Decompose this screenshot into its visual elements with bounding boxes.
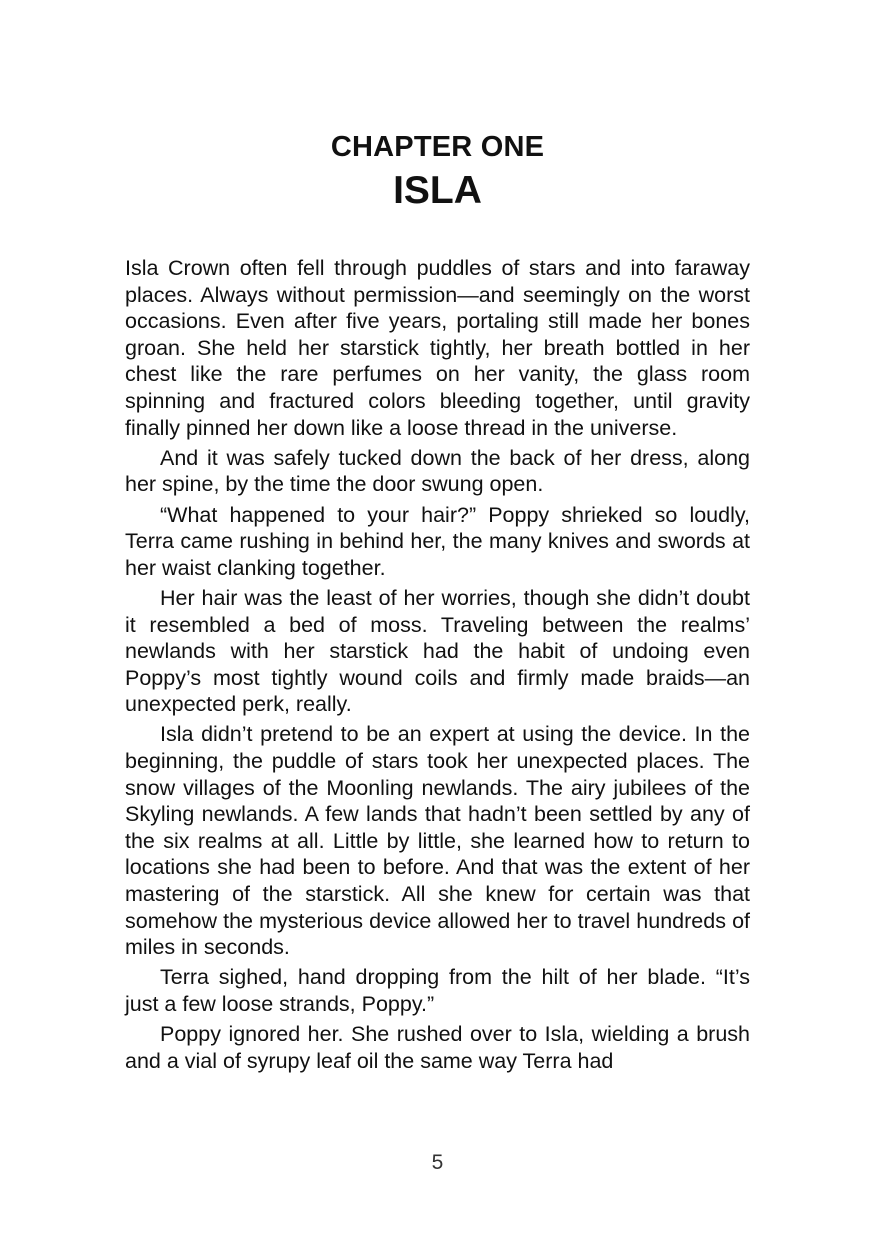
paragraph-1: Isla Crown often fell through puddles of stars and into faraway places. Always without permission—and seemingly on the worst occasions. Even after five years, portaling still made her bones groan. She held her starstick tightly, her breath bottled in her chest like the rare perfumes on her vanity, the glass room spinning and fractured colors bleeding together, until gravity finally pinned her down like a loose thread in the universe.: [125, 256, 750, 440]
chapter-label: CHAPTER ONE: [330, 131, 545, 163]
chapter-text: [125, 255, 750, 1078]
paragraph-4: Her hair was the least of her worries, though she didn’t doubt it resembled a bed of moss. Traveling between the realms’ newlands with her starstick had the habit of undoing even Poppy’s most tightly wound coils and firmly made braids—an unexpected perk, really.: [125, 585, 750, 717]
paragraph-7: Poppy ignored her. She rushed over to Isla, wielding a brush and a vial of syrupy leaf oil the same way Terra had: [125, 1022, 750, 1073]
paragraph-3: “What happened to your hair?” Poppy shrieked so loudly, Terra came rushing in behind her, the many knives and swords at her waist clanking together.: [125, 502, 750, 580]
chapter-heading: [0, 128, 875, 216]
paragraph-2: And it was safely tucked down the back of her dress, along her spine, by the time the door swung open.: [125, 445, 750, 497]
page-number: 5: [431, 1151, 444, 1174]
paragraph-6: Terra sighed, hand dropping from the hilt of her blade. “It’s just a few loose strands, Poppy.”: [125, 965, 750, 1016]
chapter-title: ISLA: [393, 169, 482, 212]
paragraph-5: Isla didn’t pretend to be an expert at using the device. In the beginning, the puddle of stars took her unexpected places. The snow villages of the Moonling newlands. The airy jubilees of the Skyling newlands. A few lands that hadn’t been settled by any of the six realms at all. Little by little, she learned how to return to locations she had been to before. And that was the extent of her mastering of the starstick. All she knew for certain was that somehow the mysterious device allowed her to travel hundreds of miles in seconds.: [125, 722, 750, 960]
